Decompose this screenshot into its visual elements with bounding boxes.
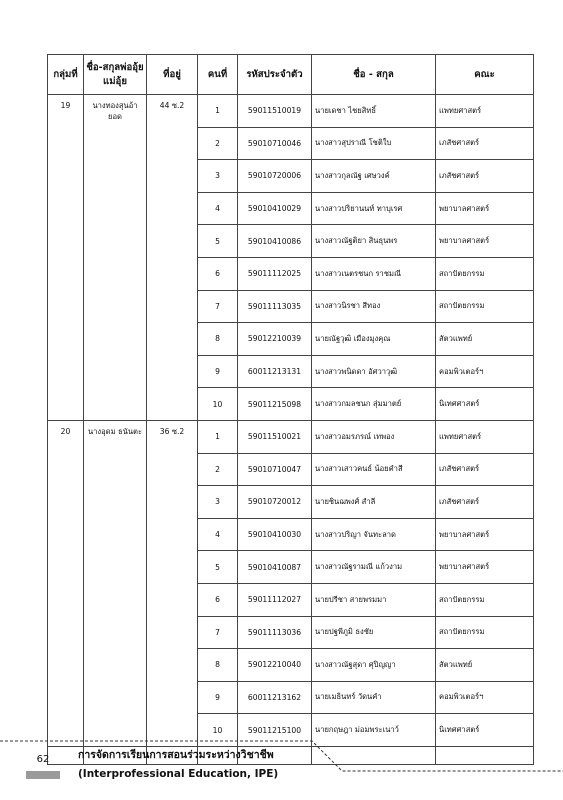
- faculty-cell: คอมพิวเตอร์ฯ: [436, 681, 534, 714]
- faculty-cell: เภสัชศาสตร์: [436, 160, 534, 193]
- table-row: [48, 420, 534, 453]
- student-id-cell: 59011510019: [238, 95, 312, 128]
- header-name: ชื่อ - สกุล: [312, 55, 436, 95]
- faculty-cell: สถาปัตยกรรม: [436, 290, 534, 323]
- header-person: คนที่: [198, 55, 238, 95]
- student-name-cell: นางสาวสุปราณี โชติใบ: [312, 127, 436, 160]
- student-id-cell: 59010720012: [238, 486, 312, 519]
- faculty-cell: เภสัชศาสตร์: [436, 127, 534, 160]
- faculty-cell: นิเทศศาสตร์: [436, 388, 534, 421]
- faculty-cell: สถาปัตยกรรม: [436, 257, 534, 290]
- person-number-cell: 6: [198, 583, 238, 616]
- student-name-cell: นายปฐพีภูมิ ธงชัย: [312, 616, 436, 649]
- table-body: [48, 95, 534, 765]
- footer-title: [78, 746, 278, 784]
- person-number-cell: 7: [198, 616, 238, 649]
- student-name-cell: นางสาวปริญา จันทะลาด: [312, 518, 436, 551]
- faculty-cell: คอมพิวเตอร์ฯ: [436, 355, 534, 388]
- mentor-name-cell: นางทองสุนอ้ายอด: [84, 95, 147, 421]
- faculty-cell: นิเทศศาสตร์: [436, 714, 534, 747]
- header-group: กลุ่มที่: [48, 55, 84, 95]
- student-id-cell: 60011213131: [238, 355, 312, 388]
- footer-title-english: (Interprofessional Education, IPE): [78, 768, 279, 780]
- student-name-cell: นางสาวอมรภรณ์ เทพอง: [312, 420, 436, 453]
- student-name-cell: นางสาวกุลณัฐ เศษวงค์: [312, 160, 436, 193]
- student-name-cell: นายเมธินทร์ วัดนคำ: [312, 681, 436, 714]
- student-name-cell: นายกฤษฎา ม่อมพระเนาว์: [312, 714, 436, 747]
- person-number-cell: 4: [198, 192, 238, 225]
- footer-title-thai: การจัดการเรียนการสอนร่วมระหว่างวิชาชีพ: [78, 749, 274, 761]
- student-id-cell: 59010410086: [238, 225, 312, 258]
- faculty-cell: เภสัชศาสตร์: [436, 453, 534, 486]
- student-id-cell: 59011113036: [238, 616, 312, 649]
- faculty-cell: พยาบาลศาสตร์: [436, 225, 534, 258]
- person-number-cell: 8: [198, 323, 238, 356]
- student-name-cell: นายเดชา ไชยสิทธิ์: [312, 95, 436, 128]
- student-name-cell: นางสาวณัฐสุดา ศุปิญญา: [312, 649, 436, 682]
- student-id-cell: 59011112027: [238, 583, 312, 616]
- student-name-cell: นางสาวปริยานนท์ ทาบุเรศ: [312, 192, 436, 225]
- address-cell: 44 ซ.2: [147, 95, 198, 421]
- person-number-cell: 5: [198, 225, 238, 258]
- student-name-cell: นางสาวพนิดดา อัศวาวุฒิ: [312, 355, 436, 388]
- student-id-cell: 59011215100: [238, 714, 312, 747]
- student-id-cell: 59010410087: [238, 551, 312, 584]
- person-number-cell: 4: [198, 518, 238, 551]
- mentor-name-cell: นางอุดม ธนันตะ: [84, 420, 147, 746]
- person-number-cell: 2: [198, 127, 238, 160]
- person-number-cell: 9: [198, 355, 238, 388]
- student-id-cell: 59012210039: [238, 323, 312, 356]
- faculty-cell: พยาบาลศาสตร์: [436, 518, 534, 551]
- person-number-cell: 8: [198, 649, 238, 682]
- student-id-cell: 59011510021: [238, 420, 312, 453]
- student-name-cell: นายปรีชา สายพรมมา: [312, 583, 436, 616]
- student-name-cell: นางสาวนิรชา สีทอง: [312, 290, 436, 323]
- header-address: ที่อยู่: [147, 55, 198, 95]
- student-name-cell: นางสาวเสาวคนธ์ น้อยคำสี: [312, 453, 436, 486]
- table-row: [48, 95, 534, 128]
- person-number-cell: 7: [198, 290, 238, 323]
- group-number-cell: 20: [48, 420, 84, 746]
- student-name-cell: นางสาวกมลชนก สุ่มมาตย์: [312, 388, 436, 421]
- person-number-cell: 3: [198, 486, 238, 519]
- student-id-cell: 59012210040: [238, 649, 312, 682]
- faculty-cell: สัตวแพทย์: [436, 323, 534, 356]
- student-name-cell: นายชินฌพงศ์ สำลี: [312, 486, 436, 519]
- student-id-cell: 60011213162: [238, 681, 312, 714]
- faculty-cell: พยาบาลศาสตร์: [436, 551, 534, 584]
- faculty-cell: สัตวแพทย์: [436, 649, 534, 682]
- faculty-cell: เภสัชศาสตร์: [436, 486, 534, 519]
- student-id-cell: 59011112025: [238, 257, 312, 290]
- faculty-cell: สถาปัตยกรรม: [436, 616, 534, 649]
- page-number: 62: [36, 754, 50, 765]
- faculty-cell: แพทยศาสตร์: [436, 95, 534, 128]
- student-id-cell: 59010410030: [238, 518, 312, 551]
- person-number-cell: 2: [198, 453, 238, 486]
- person-number-cell: 10: [198, 714, 238, 747]
- faculty-cell: สถาปัตยกรรม: [436, 583, 534, 616]
- student-id-cell: 59010720006: [238, 160, 312, 193]
- faculty-cell: พยาบาลศาสตร์: [436, 192, 534, 225]
- address-cell: 36 ซ.2: [147, 420, 198, 746]
- person-number-cell: 6: [198, 257, 238, 290]
- student-id-cell: 59011215098: [238, 388, 312, 421]
- table-header-row: [48, 55, 534, 95]
- faculty-cell: แพทยศาสตร์: [436, 420, 534, 453]
- person-number-cell: 10: [198, 388, 238, 421]
- student-name-cell: นางสาวณัฐติยา สินธุนพร: [312, 225, 436, 258]
- page-number-bar: [26, 771, 60, 779]
- person-number-cell: 1: [198, 420, 238, 453]
- student-id-cell: 59010410029: [238, 192, 312, 225]
- student-roster-table: [47, 54, 534, 765]
- person-number-cell: 9: [198, 681, 238, 714]
- student-name-cell: นางสาวณัฐรามณี แก้วงาม: [312, 551, 436, 584]
- student-name-cell: นางสาวเนตรชนก ราชมณี: [312, 257, 436, 290]
- header-faculty: คณะ: [436, 55, 534, 95]
- person-number-cell: 1: [198, 95, 238, 128]
- header-mentor: ชื่อ-สกุลพ่ออุ้ยแม่อุ้ย: [84, 55, 147, 95]
- group-number-cell: 19: [48, 95, 84, 421]
- header-student-id: รหัสประจำตัว: [238, 55, 312, 95]
- student-name-cell: นายณัฐวุฒิ เมืองมุงคุณ: [312, 323, 436, 356]
- student-id-cell: 59010710046: [238, 127, 312, 160]
- student-id-cell: 59011113035: [238, 290, 312, 323]
- person-number-cell: 3: [198, 160, 238, 193]
- student-id-cell: 59010710047: [238, 453, 312, 486]
- person-number-cell: 5: [198, 551, 238, 584]
